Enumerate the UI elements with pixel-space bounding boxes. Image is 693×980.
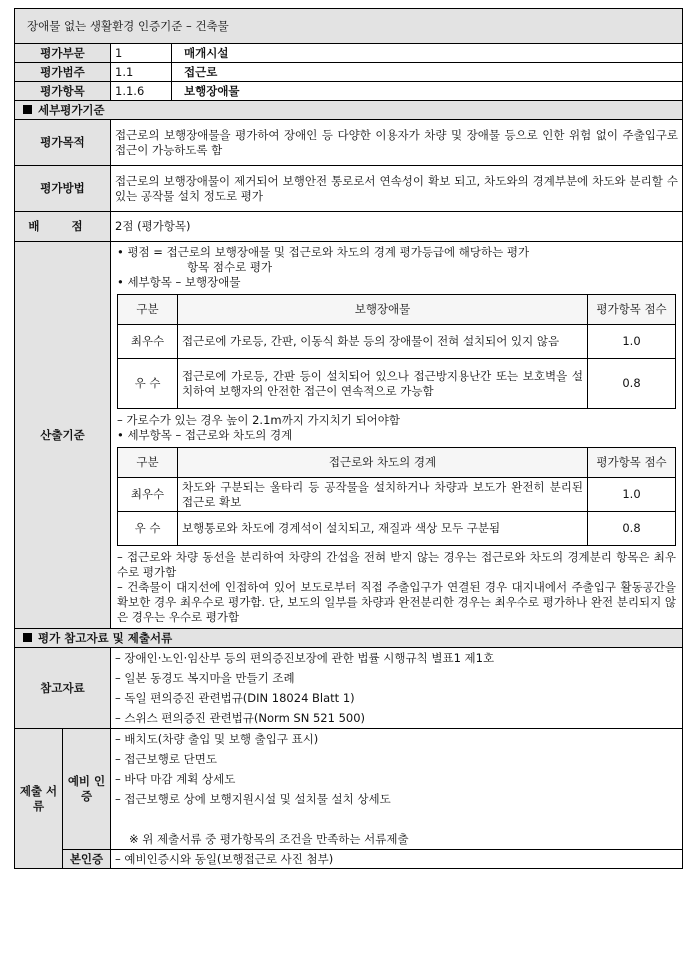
references-row: [15, 648, 683, 729]
obstacle-header-desc: 보행장애물: [178, 295, 588, 325]
score-cell: 1.0: [588, 325, 676, 359]
obstacle-header-grade: 구분: [118, 295, 178, 325]
item-number: 1.1.6: [111, 82, 172, 100]
criteria-table: [14, 8, 683, 869]
table-row: [118, 359, 676, 409]
submission-label: 제출 서류: [15, 729, 63, 869]
list-item: – 바닥 마감 계획 상세도: [115, 772, 236, 786]
category-number: 1: [111, 44, 172, 62]
method-text: 접근로의 보행장애물이 제거되어 보행안전 통로로서 연속성이 확보 되고, 차도와의 경계부분에 차도와 분리할 수 있는 공작물 설치 정도로 평가: [111, 166, 683, 212]
title-row: [15, 9, 683, 44]
purpose-label: 평가목적: [15, 120, 111, 166]
calc-label: 산출기준: [15, 242, 111, 629]
obstacle-header-score: 평가항목 점수: [588, 295, 676, 325]
refs-header-row: [15, 629, 683, 648]
document-title: 장애물 없는 생활환경 인증기준 – 건축물: [15, 9, 683, 44]
grade-cell: 우 수: [118, 512, 178, 546]
desc-cell: 접근로에 가로등, 간판, 이동식 화분 등의 장애물이 전혀 설치되어 있지 않음: [178, 325, 588, 359]
scope-row: [15, 63, 683, 82]
scope-name: 접근로: [184, 64, 218, 79]
table-row: [118, 325, 676, 359]
square-bullet-icon: [23, 633, 32, 642]
calc-line-2: • 세부항목 – 보행장애물: [117, 275, 241, 289]
category-label: 평가부문: [15, 44, 111, 63]
table-row: [118, 478, 676, 512]
main-cert-item: – 예비인증시와 동일(보행접근로 사진 첨부): [111, 850, 683, 869]
square-bullet-icon: [23, 105, 32, 114]
detail-header-row: [15, 101, 683, 120]
list-item: – 일본 동경도 복지마을 만들기 조례: [115, 671, 295, 685]
calc-line-1b: 항목 점수로 평가: [187, 260, 273, 274]
calc-line-3: • 세부항목 – 접근로와 차도의 경계: [117, 428, 293, 442]
grade-cell: 우 수: [118, 359, 178, 409]
prelim-row: [15, 729, 683, 850]
calc-note-3: – 건축물이 대지선에 인접하여 있어 보도로부터 직접 주출입구가 연결된 경우 대지내에서 주출입구 활동공간을 확보한 경우 최우수로 평가함. 단, 보도의 일부를 차량과 완전분리한 경우는 최우수로 평가하나 완전 분리되지 않은 경우는 우수로 평가함: [117, 580, 677, 624]
desc-cell: 접근로에 가로등, 간판 등이 설치되어 있으나 접근방지용난간 또는 보호벽을 설치하여 보행자의 안전한 접근이 연속적으로 가능함: [178, 359, 588, 409]
detail-header: 세부평가기준: [38, 102, 105, 117]
category-name: 매개시설: [184, 45, 229, 60]
calc-content: [111, 242, 683, 629]
boundary-header-score: 평가항목 점수: [588, 448, 676, 478]
calc-line-1: • 평점 = 접근로의 보행장애물 및 접근로와 차도의 경계 평가등급에 해당하는 평가: [117, 245, 530, 259]
prelim-list: [111, 729, 683, 850]
boundary-header-grade: 구분: [118, 448, 178, 478]
references-label: 참고자료: [15, 648, 111, 729]
boundary-header-desc: 접근로와 차도의 경계: [178, 448, 588, 478]
item-label: 평가항목: [15, 82, 111, 101]
calc-note-2: – 접근로와 차량 동선을 분리하여 차량의 간섭을 전혀 받지 않는 경우는 접근로와 차도의 경계분리 항목은 최우수로 평가함: [117, 550, 677, 579]
calc-row: [15, 242, 683, 629]
grade-cell: 최우수: [118, 478, 178, 512]
calc-note-1: – 가로수가 있는 경우 높이 2.1m까지 가지치기 되어야함: [117, 413, 401, 427]
prelim-label: 예비 인증: [63, 729, 111, 850]
list-item: – 접근보행로 단면도: [115, 752, 217, 766]
table-row: [118, 512, 676, 546]
grade-cell: 최우수: [118, 325, 178, 359]
desc-cell: 차도와 구분되는 울타리 등 공작물을 설치하거나 차량과 보도가 완전히 분리된 접근로 확보: [178, 478, 588, 512]
list-item: – 접근보행로 상에 보행지원시설 및 설치물 설치 상세도: [115, 792, 391, 806]
scope-label: 평가범주: [15, 63, 111, 82]
category-row: [15, 44, 683, 63]
purpose-text: 접근로의 보행장애물을 평가하여 장애인 등 다양한 이용자가 차량 및 장애물 등으로 인한 위험 없이 주출입구로 접근이 가능하도록 함: [111, 120, 683, 166]
scope-number: 1.1: [111, 63, 172, 81]
list-item: – 독일 편의증진 관련법규(DIN 18024 Blatt 1): [115, 691, 355, 705]
references-list: [111, 648, 683, 729]
list-item: – 스위스 편의증진 관련법규(Norm SN 521 500): [115, 711, 366, 725]
refs-header: 평가 참고자료 및 제출서류: [38, 630, 173, 645]
score-cell: 0.8: [588, 512, 676, 546]
method-row: [15, 166, 683, 212]
score-text: 2점 (평가항목): [111, 212, 683, 242]
score-cell: 0.8: [588, 359, 676, 409]
list-item: – 배치도(차량 출입 및 보행 출입구 표시): [115, 732, 319, 746]
main-cert-row: [15, 850, 683, 869]
score-row: [15, 212, 683, 242]
purpose-row: [15, 120, 683, 166]
main-cert-label: 본인증: [63, 850, 111, 869]
list-item: – 장애인·노인·임산부 등의 편의증진보장에 관한 법률 시행규칙 별표1 제1호: [115, 651, 495, 665]
prelim-note: ※ 위 제출서류 중 평가항목의 조건을 만족하는 서류제출: [129, 832, 409, 846]
item-row: [15, 82, 683, 101]
score-cell: 1.0: [588, 478, 676, 512]
method-label: 평가방법: [15, 166, 111, 212]
obstacle-table: [117, 294, 676, 409]
score-label: 배 점: [28, 219, 97, 233]
desc-cell: 보행통로와 차도에 경계석이 설치되고, 재질과 색상 모두 구분됨: [178, 512, 588, 546]
boundary-table: [117, 447, 676, 546]
item-name: 보행장애물: [184, 83, 240, 98]
